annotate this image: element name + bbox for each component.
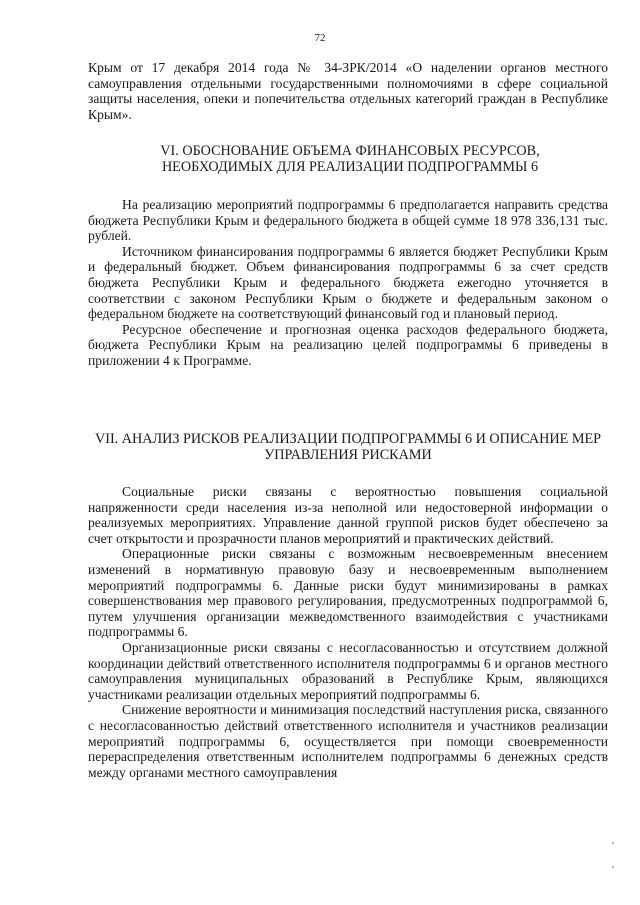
intro-text	[88, 60, 608, 122]
section-6-body	[88, 197, 608, 369]
section-7-heading: VII. АНАЛИЗ РИСКОВ РЕАЛИЗАЦИИ ПОДПРОГРАММЫ 6 И ОПИСАНИЕ МЕР УПРАВЛЕНИЯ РИСКАМИ	[94, 431, 602, 463]
page-number: 72	[314, 32, 326, 44]
scan-speck	[612, 842, 614, 844]
paragraph: Ресурсное обеспечение и прогнозная оценка расходов федерального бюджета, бюджета Республики Крым на реализацию целей подпрограммы 6 приведены в приложении 4 к Программе.	[88, 321, 608, 368]
section-7-body	[88, 484, 608, 780]
paragraph: Социальные риски связаны с вероятностью повышения социальной напряженности среди населения из-за неполной или недостоверной информации о реализуемых мероприятиях. Управление данной группой рисков будет обеспечено за счет открытости и прозрачности планов мероприятий и практических действий.	[88, 484, 608, 546]
paragraph: Снижение вероятности и минимизация последствий наступления риска, связанного с несогласованностью действий ответственного исполнителя и участников реализации мероприятий подпрограммы 6, осуществляется при помощи своевременности перераспределения ответственным исполнителем подпрограммы 6 денежных средств между органами местного самоуправления	[88, 702, 608, 780]
paragraph: На реализацию мероприятий подпрограммы 6 предполагается направить средства бюджета Республики Крым и федерального бюджета в общей сумме 18 978 336,131 тыс. рублей.	[88, 197, 608, 244]
paragraph: Крым от 17 декабря 2014 года № 34-ЗРК/2014 «О наделении органов местного самоуправления отдельными государственными полномочиями в сфере социальной защиты населения, опеки и попечительства отдельных категорий граждан в Республике Крым».	[88, 60, 608, 122]
section-6-heading: VI. ОБОСНОВАНИЕ ОБЪЕМА ФИНАНСОВЫХ РЕСУРСОВ, НЕОБХОДИМЫХ ДЛЯ РЕАЛИЗАЦИИ ПОДПРОГРАММЫ 6	[160, 143, 540, 175]
paragraph: Источником финансирования подпрограммы 6 является бюджет Республики Крым и федеральный бюджет. Объем финансирования подпрограммы 6 за счет средств бюджета Республики Крым и федерального бюджета ежегодно уточняется в соответствии с законом Республики Крым о бюджете и федеральным законом о федеральном бюджете на соответствующий финансовый год и плановый период.	[88, 243, 608, 322]
paragraph: Организационные риски связаны с несогласованностью и отсутствием должной координации действий ответственного исполнителя подпрограммы 6 и органов местного самоуправления муниципальных образований в Республике Крым, являющихся участниками реализации отдельных мероприятий подпрограммы 6.	[88, 639, 608, 702]
scan-speck	[612, 866, 614, 868]
paragraph: Операционные риски связаны с возможным несвоевременным внесением изменений в нормативную правовую базу и несвоевременным выполнением мероприятий подпрограммы 6. Данные риски будут минимизированы в рамках совершенствования мер правового регулирования, предусмотренных подпрограммой 6, путем улучшения организации межведомственного взаимодействия с участниками подпрограммы 6.	[88, 546, 608, 640]
